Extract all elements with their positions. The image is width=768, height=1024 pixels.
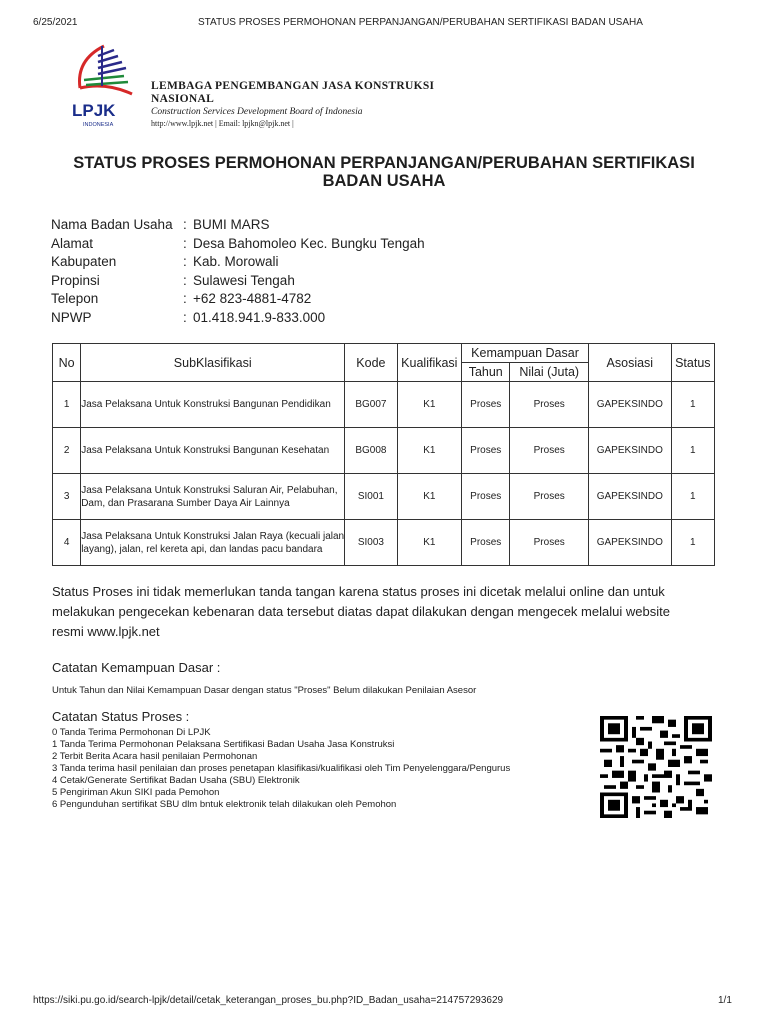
list-item: 4 Cetak/Generate Sertifikat Badan Usaha (SBU) Elektronik [52,775,300,786]
cell-no: 4 [53,520,81,566]
cell-asosiasi: GAPEKSINDO [589,382,672,428]
org-contact: http://www.lpjk.net | Email: lpjkn@lpjk.net | [151,119,294,128]
cell-asosiasi: GAPEKSINDO [589,474,672,520]
info-separator: : [183,309,187,325]
info-row-alamat [51,235,425,254]
table-row [53,474,715,520]
info-value: Kab. Morowali [193,254,279,269]
cell-no: 1 [53,382,81,428]
company-info [51,216,425,327]
cell-no: 3 [53,474,81,520]
col-header-no: No [53,344,81,382]
cell-tahun: Proses [462,520,510,566]
cell-kualifikasi: K1 [397,382,461,428]
cell-kualifikasi: K1 [397,428,461,474]
cell-subklasifikasi: Jasa Pelaksana Untuk Konstruksi Bangunan Kesehatan [81,428,345,474]
logo-subtext: INDONESIA [83,122,114,128]
qr-code-icon [600,716,712,818]
info-row-nama [51,216,425,235]
catatan-status-heading: Catatan Status Proses : [52,709,190,724]
col-header-kualifikasi: Kualifikasi [397,344,461,382]
cell-subklasifikasi: Jasa Pelaksana Untuk Konstruksi Jalan Raya (kecuali jalan layang), jalan, rel kereta api, dan landas pacu bandara [81,520,345,566]
verification-note: Status Proses ini tidak memerlukan tanda tangan karena status proses ini dicetak melalui online dan untuk melakukan pengecekan kebenaran data tersebut diatas dapat dilakukan dengan mengecek melalui website resmi www.lpjk.net [52,584,670,639]
info-value: Sulawesi Tengah [193,272,295,288]
table-row [53,382,715,428]
info-row-telepon [51,290,425,309]
cell-status: 1 [671,382,714,428]
list-item: 0 Tanda Terima Permohonan Di LPJK [52,727,211,738]
document-title-line1: STATUS PROSES PERMOHONAN PERPANJANGAN/PERUBAHAN SERTIFIKASI [73,154,695,172]
info-separator: : [183,217,187,232]
col-header-kemampuan-dasar: Kemampuan Dasar [462,344,589,363]
cell-status: 1 [671,428,714,474]
org-block [151,80,434,128]
cell-nilai: Proses [510,520,589,566]
col-header-status: Status [671,344,714,382]
col-header-subklasifikasi: SubKlasifikasi [81,344,345,382]
cell-kode: SI001 [345,474,397,520]
list-item: 3 Tanda terima hasil penilaian dan proses penetapan klasifikasi/kualifikasi oleh Tim Penyelenggara/Pengurus [52,763,511,774]
info-label: Kabupaten [51,254,117,269]
lpjk-logo-icon [62,42,140,132]
col-header-nilai: Nilai (Juta) [510,363,589,382]
document-title-line2: BADAN USAHA [322,172,446,190]
cell-nilai: Proses [510,382,589,428]
catatan-kemampuan-heading: Catatan Kemampuan Dasar : [52,660,221,675]
info-value: 01.418.941.9-833.000 [193,309,326,325]
document-title [40,154,728,190]
cell-no: 2 [53,428,81,474]
classification-table [52,343,715,566]
info-value: Desa Bahomoleo Kec. Bungku Tengah [193,235,425,251]
cell-status: 1 [671,474,714,520]
catatan-kemampuan-text: Untuk Tahun dan Nilai Kemampuan Dasar dengan status "Proses" Belum dilakukan Penilaian Asesor [52,685,477,696]
cell-nilai: Proses [510,474,589,520]
print-page-number: 1/1 [718,995,732,1006]
org-name-line2: NASIONAL [151,93,215,105]
info-separator: : [183,254,187,269]
col-header-tahun: Tahun [462,363,510,382]
cell-subklasifikasi: Jasa Pelaksana Untuk Konstruksi Bangunan Pendidikan [81,382,345,428]
org-subtitle: Construction Services Development Board of Indonesia [151,107,363,117]
info-label: Nama Badan Usaha [51,217,173,232]
info-separator: : [183,235,187,251]
cell-tahun: Proses [462,382,510,428]
cell-asosiasi: GAPEKSINDO [589,428,672,474]
info-row-npwp [51,309,425,328]
cell-kode: SI003 [345,520,397,566]
cell-kode: BG008 [345,428,397,474]
list-item: 1 Tanda Terima Permohonan Pelaksana Sertifikasi Badan Usaha Jasa Konstruksi [52,739,395,750]
cell-tahun: Proses [462,428,510,474]
col-header-asosiasi: Asosiasi [589,344,672,382]
info-separator: : [183,291,187,306]
cell-nilai: Proses [510,428,589,474]
info-value: +62 823-4881-4782 [193,291,312,306]
info-row-propinsi [51,272,425,291]
info-label: Telepon [51,291,99,306]
cell-kualifikasi: K1 [397,474,461,520]
cell-subklasifikasi: Jasa Pelaksana Untuk Konstruksi Saluran Air, Pelabuhan, Dam, dan Prasarana Sumber Daya Air Lainnya [81,474,345,520]
cell-asosiasi: GAPEKSINDO [589,520,672,566]
print-date: 6/25/2021 [33,17,78,28]
info-separator: : [183,272,187,288]
info-row-kabupaten [51,253,425,272]
info-label: Alamat [51,235,94,251]
catatan-status-list [52,727,510,811]
info-label: NPWP [51,309,92,325]
info-value: BUMI MARS [193,217,270,232]
table-row [53,428,715,474]
col-header-kode: Kode [345,344,397,382]
cell-kualifikasi: K1 [397,520,461,566]
list-item: 6 Pengunduhan sertifikat SBU dlm bntuk elektronik telah dilakukan oleh Pemohon [52,799,397,810]
cell-status: 1 [671,520,714,566]
info-label: Propinsi [51,272,100,288]
logo-text: LPJK [72,101,116,120]
cell-kode: BG007 [345,382,397,428]
table-row [53,520,715,566]
list-item: 2 Terbit Berita Acara hasil penilaian Permohonan [52,751,258,762]
print-url: https://siki.pu.go.id/search-lpjk/detail/cetak_keterangan_proses_bu.php?ID_Badan_usaha=214757293629 [33,995,504,1006]
list-item: 5 Pengiriman Akun SIKI pada Pemohon [52,787,220,798]
org-name-line1: LEMBAGA PENGEMBANGAN JASA KONSTRUKSI [151,80,435,92]
print-page-title: STATUS PROSES PERMOHONAN PERPANJANGAN/PERUBAHAN SERTIFIKASI BADAN USAHA [198,17,643,28]
cell-tahun: Proses [462,474,510,520]
